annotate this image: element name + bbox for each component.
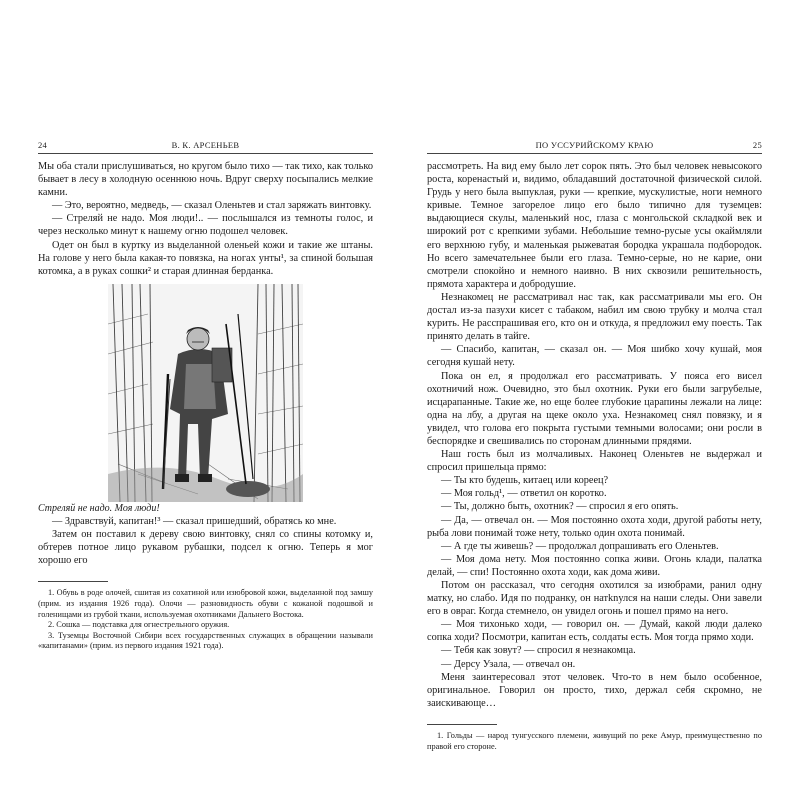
right-page: [427, 140, 762, 751]
left-footnotes: [38, 588, 373, 652]
paragraph: — Ты, должно быть, охотник? — спросил я его опять.: [441, 501, 679, 513]
left-body-text: [38, 160, 373, 652]
figure-caption: Стреляй не надо. Моя люди!: [38, 502, 160, 514]
paragraph: — А где ты живешь? — продолжал допрашивать его Оленьтев.: [441, 540, 719, 552]
paragraph: — Дерсу Узала, — отвечал он.: [441, 658, 576, 670]
right-page-number: 25: [752, 140, 762, 150]
paragraph: Незнакомец не рассматривал нас так, как рассматривали мы его. Он достал из-за пазухи кисет с табаком, набил им свою трубку и молча стал курить. Не расспрашивая его, кто он и откуда, я предложил ему поесть. Так принято делать в тайге.: [427, 291, 762, 343]
paragraph: — Стреляй не надо. Моя люди!.. — послышался из темноты голос, и через несколько минут к нашему огню подошел человек.: [38, 213, 373, 238]
hunter-illustration: [108, 284, 303, 502]
paragraph: — Да, — отвечал он. — Моя постоянно охота ходи, другой работы нету, рыба лови понимай тоже нету, только один охота понимай.: [427, 514, 762, 539]
paragraph: Меня заинтересовал этот человек. Что-то в нем было особенное, оригинальное. Говорил он просто, тихо, держал себя скромно, не заискивающе…: [427, 671, 762, 709]
paragraph: рассмотреть. На вид ему было лет сорок пять. Это был человек невысокого роста, коренастый и, видимо, обладавший достаточной физической силой. Грудь у него была выпуклая, руки — крепкие, мускулистые, ноги немного кривые. Темное загорелое лицо его было типично для туземцев: выдающиеся скулы, маленький нос, глаза с монгольской складкой век и широкий рот с крепкими зубами. Небольшие темно-русые усы окаймляли его верхнюю губу, и маленькая рыжеватая бородка украшала подбородок. Но всего замечательнее были его глаза. Темно-серые, но не карие, они смотрели спокойно и немного наивно. В них сквозили решительность, прямота характера и добродушие.: [427, 161, 762, 290]
paragraph: — Спасибо, капитан, — сказал он. — Моя шибко хочу кушай, моя сегодня кушай нету.: [427, 344, 762, 369]
left-page: [38, 140, 373, 730]
paragraph: — Это, вероятно, медведь, — сказал Оленьтев и стал заряжать винтовку.: [52, 200, 372, 212]
footnote-rule: [427, 724, 497, 725]
right-running-head: ПО УССУРИЙСКОМУ КРАЮ: [535, 140, 654, 150]
paragraph: Одет он был в куртку из выделанной оленьей кожи и такие же штаны. На голове у него была какая-то повязка, на ногах унты¹, за спиной большая котомка, а в руках сошки² и старая длинная берданка.: [38, 239, 373, 277]
paragraph: Наш гость был из молчаливых. Наконец Оленьтев не выдержал и спросил пришельца прямо:: [427, 449, 762, 474]
paragraph: — Тебя как зовут? — спросил я незнакомца.: [441, 645, 636, 657]
paragraph: — Моя дома нету. Моя постоянно сопка живи. Огонь клади, палатка делай, — спи! Постоянно охота ходи, как дома живи.: [427, 553, 762, 578]
footnote: 1. Обувь в роде олочей, сшитая из сохатиной или изюбровой кожи, выделанной под замшу (прим. из издания 1926 года). Олочи — разновидность обуви с кожаной подошвой и голенищами из грубой ткани, используемая охотниками Дальнего Востока.: [38, 588, 373, 619]
paragraph: — Моя гольд¹, — ответил он коротко.: [441, 488, 607, 500]
paragraph: — Ты кто будешь, китаец или кореец?: [441, 475, 609, 487]
header-rule: [38, 153, 373, 154]
left-page-number: 24: [38, 140, 48, 150]
paragraph: Затем он поставил к дереву свою винтовку, снял со спины котомку и, обтерев потное лицо рукавом рубашки, подсел к огню. Теперь я мог хорошо его: [38, 529, 373, 567]
right-page-header: [427, 140, 762, 154]
footnote: 2. Сошка — подставка для огнестрельного оружия.: [48, 620, 230, 630]
footnote-rule: [38, 581, 108, 582]
paragraph: Мы оба стали прислушиваться, но кругом было тихо — так тихо, как только бывает в лесу в холодную осеннюю ночь. Вдруг сверху посыпались мелкие камни.: [38, 161, 373, 199]
footnote: 1. Гольды — народ тунгусского племени, живущий по реке Амур, преимущественно по правой его стороне.: [427, 730, 762, 751]
right-footnotes: [427, 731, 762, 752]
right-body-text: [427, 160, 762, 752]
footnote: 3. Туземцы Восточной Сибири всех государственных служащих в обращении называли «капитанами» (прим. из первого издания 1921 года).: [38, 630, 373, 651]
left-running-head: В. К. АРСЕНЬЕВ: [171, 140, 240, 150]
paragraph: Пока он ел, я продолжал его рассматривать. У пояса его висел охотничий нож. Очевидно, это был охотник. Руки его были загрубелые, исцарапанные. Такие же, но еще более глубокие царапины лежали на лице: одна на лбу, а другая на щеке около уха. Незнакомец снял повязку, и я увидел, что голова его покрыта густыми темными волосами; они росли в беспорядке и свешивались по сторонам длинными прядями.: [427, 370, 762, 447]
paragraph: — Моя тихонько ходи, — говорил он. — Думай, какой люди далеко сопка ходи? Посмотри, капитан есть, солдаты есть. Моя тогда прямо ходи.: [427, 619, 762, 644]
left-page-header: [38, 140, 373, 154]
header-rule: [427, 153, 762, 154]
paragraph: — Здравствуй, капитан!³ — сказал пришедший, обратясь ко мне.: [52, 515, 337, 527]
paragraph: Потом он рассказал, что сегодня охотился за изюбрами, ранил одну матку, но слабо. Идя по подранку, он натknулся на наши следы. Они завели его в овраг. Когда стемнело, он увидел огонь и пошел прямо на него.: [427, 580, 762, 618]
